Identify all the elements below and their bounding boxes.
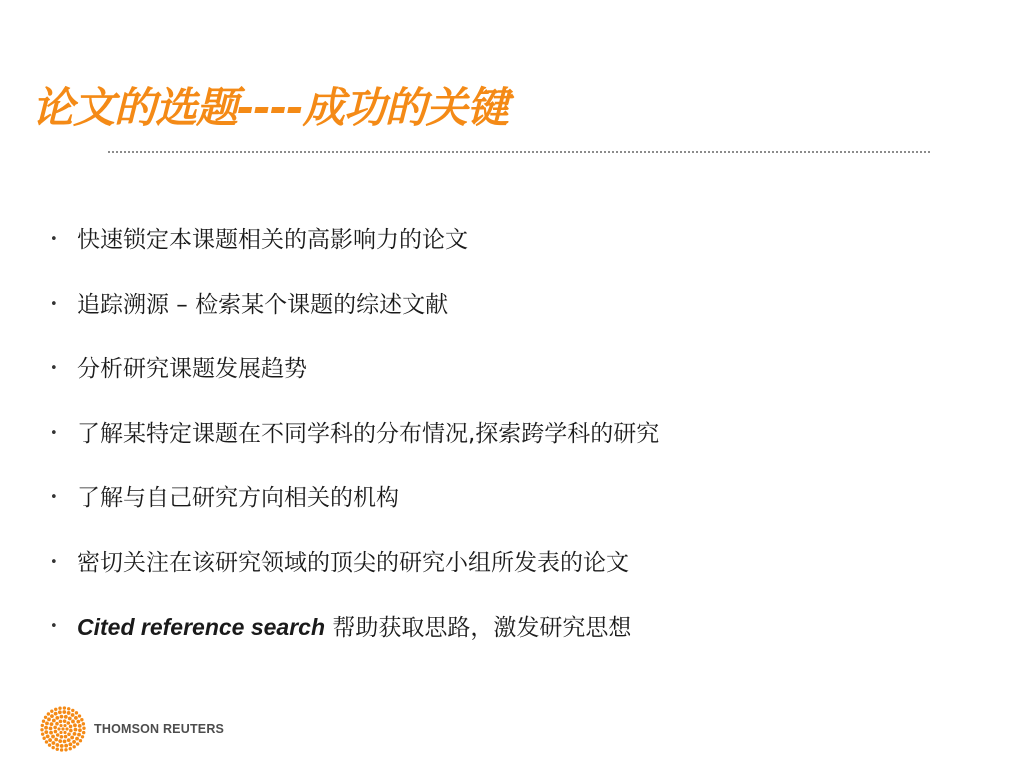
- logo-dot: [80, 718, 83, 721]
- logo-dot: [69, 729, 73, 733]
- logo-dot: [68, 742, 72, 746]
- logo-dot: [48, 738, 52, 742]
- logo-dot: [67, 738, 71, 742]
- thomson-reuters-dots-logo-icon: [40, 706, 86, 752]
- logo-dot: [59, 724, 62, 727]
- logo-dot: [64, 715, 68, 719]
- logo-dot: [58, 707, 61, 710]
- bullet-text: 了解与自己研究方向相关的机构: [77, 485, 399, 511]
- logo-dot: [78, 724, 82, 728]
- logo-dot: [44, 730, 48, 734]
- bullet-text: 了解某特定课题在不同学科的分布情况,探索跨学科的研究: [77, 420, 660, 447]
- logo-dot: [75, 711, 78, 714]
- logo-dot: [53, 726, 57, 730]
- logo-dot: [55, 722, 59, 726]
- logo-dot: [42, 737, 45, 740]
- logo-dot: [54, 730, 58, 734]
- bullet-dot-icon: •: [50, 296, 58, 312]
- logo-dot: [67, 721, 71, 725]
- logo-dot: [78, 714, 81, 717]
- logo-dot: [42, 719, 45, 722]
- logo-dot: [67, 711, 71, 715]
- logo-dot: [61, 727, 64, 730]
- logo-dot: [60, 735, 64, 739]
- bullet-text: 密切关注在该研究领域的顶尖的研究小组所发表的论文: [77, 549, 629, 576]
- logo-dot: [47, 718, 51, 722]
- logo-dot: [44, 726, 48, 730]
- logo-dot: [59, 731, 62, 734]
- logo-dot: [58, 739, 62, 743]
- logo-dot: [50, 710, 53, 713]
- bullet-text: 追踪溯源 – 检索某个课题的综述文献: [77, 291, 449, 318]
- logo-dot: [74, 728, 78, 732]
- logo-dot: [52, 741, 56, 745]
- logo-dot: [40, 728, 43, 731]
- bullet-text: 分析研究课题发展趋势: [77, 356, 307, 382]
- logo-dot: [63, 724, 66, 727]
- logo-dot: [60, 744, 64, 748]
- logo-dot: [52, 719, 56, 723]
- logo-dot: [73, 723, 77, 727]
- logo-dot: [49, 731, 53, 735]
- logo-dot: [44, 716, 47, 719]
- logo-dot: [64, 735, 68, 739]
- logo-dot: [54, 738, 58, 742]
- logo-dot: [69, 747, 72, 750]
- logo-dot: [82, 731, 85, 734]
- logo-dot: [63, 719, 67, 723]
- logo-dot: [78, 728, 82, 732]
- logo-dot: [63, 731, 66, 734]
- logo-dot: [51, 746, 54, 749]
- logo-dot: [63, 706, 66, 709]
- logo-dot: [49, 726, 53, 730]
- title-divider: [108, 151, 930, 153]
- logo-dot: [70, 736, 74, 740]
- logo-dot: [69, 725, 73, 729]
- logo-dot: [82, 722, 85, 725]
- logo-dot: [72, 740, 76, 744]
- logo-dot: [79, 739, 82, 742]
- bullet-text-cited: [77, 607, 631, 648]
- logo-dot: [54, 712, 58, 716]
- cited-reference-search-emphasis: Cited reference search: [77, 614, 326, 640]
- logo-dot: [71, 720, 75, 724]
- bullet-dot-icon: •: [50, 554, 58, 570]
- logo-dot: [46, 734, 50, 738]
- logo-dot: [72, 745, 75, 748]
- logo-dot: [64, 744, 68, 748]
- logo-dot: [45, 721, 49, 725]
- logo-dot: [50, 714, 54, 718]
- logo-dot: [41, 724, 44, 727]
- logo-dot: [81, 735, 84, 738]
- logo-dot: [41, 732, 44, 735]
- logo-dot: [48, 743, 51, 746]
- bullet-text-suffix: 帮助获取思路，激发研究思想: [325, 615, 632, 641]
- bullet-dot-icon: •: [50, 361, 58, 376]
- logo-dot: [56, 748, 59, 751]
- logo-dot: [47, 712, 50, 715]
- logo-dot: [68, 717, 72, 721]
- logo-dot: [73, 732, 77, 736]
- logo-dot: [77, 733, 81, 737]
- logo-dot: [67, 733, 71, 737]
- logo-dot: [76, 720, 80, 724]
- bullet-text: 快速锁定本课题相关的高影响力的论文: [77, 227, 468, 253]
- logo-dot: [50, 722, 54, 726]
- logo-dot: [60, 715, 64, 719]
- logo-dot: [65, 727, 68, 730]
- logo-dot: [64, 748, 67, 751]
- logo-dot: [75, 737, 79, 741]
- bullet-dot-icon: •: [50, 490, 58, 505]
- logo-dot: [71, 713, 75, 717]
- logo-dot: [59, 720, 63, 724]
- bullet-dot-icon: •: [50, 425, 58, 441]
- logo-dot: [55, 743, 59, 747]
- logo-dot: [82, 727, 85, 730]
- logo-dot: [57, 727, 60, 730]
- logo-dot: [71, 709, 74, 712]
- logo-dot: [55, 716, 59, 720]
- logo-dot: [58, 710, 62, 714]
- bullet-dot-icon: •: [50, 232, 58, 247]
- thomson-reuters-logo: [40, 706, 224, 752]
- logo-dot: [76, 742, 79, 745]
- logo-dot: [62, 710, 66, 714]
- logo-text: THOMSON REUTERS: [94, 722, 225, 736]
- logo-dot: [60, 748, 63, 751]
- slide-title: 论文的选题----成功的关键: [32, 83, 508, 132]
- logo-dot: [54, 708, 57, 711]
- logo-dot: [63, 740, 67, 744]
- logo-dot: [74, 716, 78, 720]
- logo-dot: [67, 707, 70, 710]
- logo-dot: [45, 740, 48, 743]
- bullet-dot-icon: •: [50, 619, 58, 634]
- logo-dot: [51, 735, 55, 739]
- logo-dot: [56, 733, 60, 737]
